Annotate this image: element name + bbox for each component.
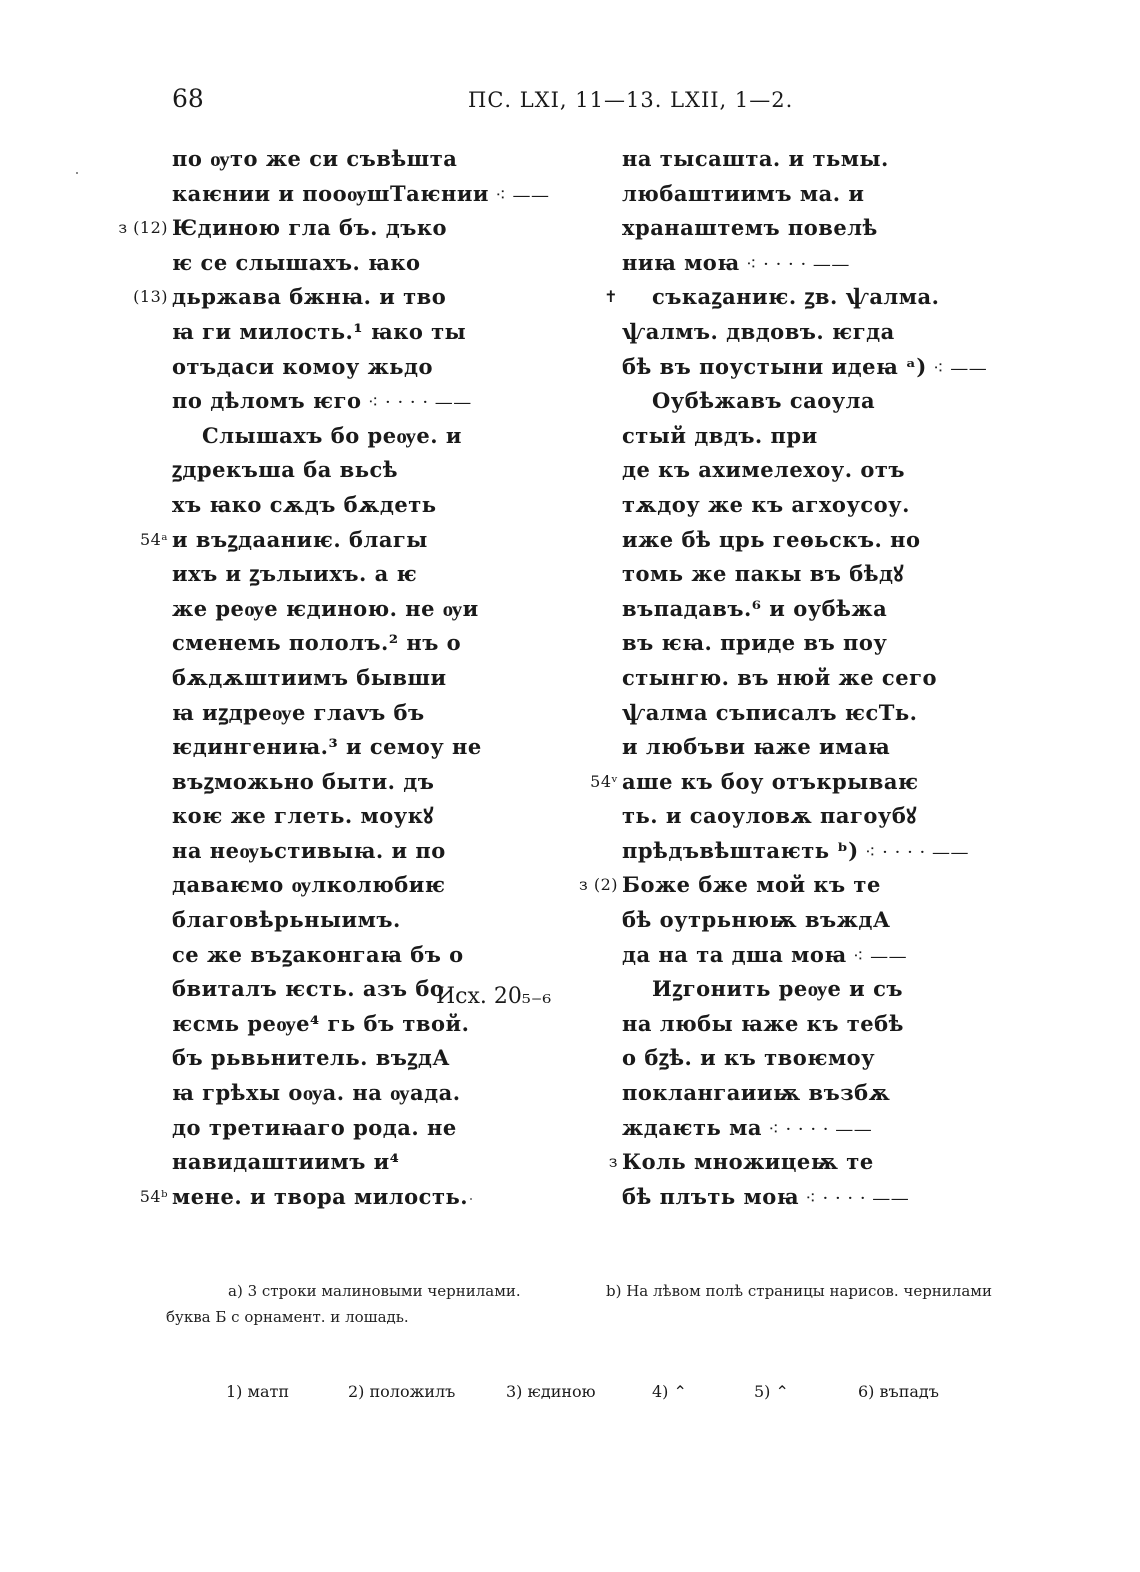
line-text: даваѥмо ѹлколюбиѥ <box>172 872 446 898</box>
line-text: бѣ плъть моꙗ <box>622 1183 800 1209</box>
line-text: отъдаси комоу жьдо <box>172 353 434 379</box>
text-line <box>172 177 549 212</box>
line-text: да на та дша моꙗ <box>622 941 847 967</box>
text-line <box>172 938 549 973</box>
line-text: прѣдъвѣштаѥть ᵇ) <box>622 837 859 863</box>
text-line <box>622 142 987 177</box>
text-line <box>622 453 987 488</box>
line-text: Иꙁгонить реѹе и съ <box>652 976 903 1002</box>
line-text: аше къ боу отъкрываѥ <box>622 768 919 794</box>
text-line <box>172 868 549 903</box>
line-text: по дѣломъ ѥго <box>172 388 362 414</box>
variant-reading: 4) ⌃ <box>652 1382 687 1401</box>
line-text: въпадавъ.⁶ и оубѣжа <box>622 595 888 621</box>
verse-marker: з <box>608 1152 618 1172</box>
verse-end-mark: ⁖ · · · · —— <box>739 253 850 275</box>
verse-end-mark: ⁖ · · · · —— <box>858 841 969 863</box>
text-line <box>133 280 549 315</box>
line-text: Боже бже мой къ те <box>622 872 881 898</box>
right-text-column <box>579 142 988 1214</box>
text-line <box>139 1180 549 1215</box>
verse-end-mark: ⁖ —— <box>846 945 908 967</box>
line-text: поклангаииѭ възбѫ <box>622 1080 891 1106</box>
text-line <box>172 1007 549 1042</box>
line-text: благовѣрьныимъ. <box>172 907 401 933</box>
text-line <box>172 1145 549 1180</box>
scan-speck <box>470 1198 472 1200</box>
line-text: ниꙗ моꙗ <box>622 249 740 275</box>
line-text: по ѹто же си съвѣшта <box>172 146 458 171</box>
text-line <box>622 177 987 212</box>
line-text: съкаꙁаниѥ. ꙁв. ѱалма. <box>652 284 940 310</box>
line-text: Слышахъ бо реѹе. и <box>202 422 462 448</box>
line-text: тѫдоу же къ агхоусоу. <box>622 491 910 517</box>
left-text-column <box>118 142 552 1214</box>
text-line <box>622 696 987 731</box>
text-line <box>172 1041 549 1076</box>
verse-marker: 54ᵇ <box>139 1186 168 1206</box>
text-line <box>172 903 549 938</box>
line-text: стынгю. въ нюй же сего <box>622 664 937 690</box>
variant-reading: 6) въпадъ <box>858 1382 939 1401</box>
text-line <box>172 799 549 834</box>
text-line <box>172 350 549 385</box>
line-text: дьржава бжнꙗ. и тво <box>172 284 447 310</box>
line-text: иже бѣ црь геѳьскъ. но <box>622 526 921 552</box>
line-text: коѥ же глеть. моукꙋ <box>172 803 434 829</box>
text-line <box>172 453 549 488</box>
text-line <box>172 834 549 869</box>
text-line <box>622 730 987 765</box>
text-line <box>579 868 987 903</box>
text-line <box>118 211 549 246</box>
verse-marker: ✝ <box>604 287 618 307</box>
text-line <box>172 592 549 627</box>
footnote-b: b) На лѣвом полѣ страницы нарисов. чернилами <box>606 1282 992 1300</box>
verse-marker: 54ᵛ <box>590 771 618 791</box>
text-line <box>622 419 987 454</box>
variant-reading: 5) ⌃ <box>754 1382 789 1401</box>
verse-marker: (13) <box>133 287 168 307</box>
margin-cross-reference: Исх. 20₅₋₆ <box>436 984 552 1009</box>
text-line <box>172 315 549 350</box>
text-line <box>622 1007 987 1042</box>
text-line <box>172 142 549 177</box>
text-line <box>622 626 987 661</box>
line-text: Ѥдиною гла бъ. дъко <box>172 215 448 241</box>
line-text: сменемь пололъ.² нъ о <box>172 630 462 656</box>
line-text: ть. и саоуловѫ пагоубꙋ <box>622 803 917 829</box>
line-text: на любы ꙗже къ тебѣ <box>622 1010 904 1036</box>
line-text: бвиталъ ѥсть. азъ бо <box>172 976 445 1002</box>
line-text: стый двдъ. при <box>622 422 818 448</box>
text-line <box>172 1111 549 1146</box>
line-text: Коль множицеѭ те <box>622 1149 874 1175</box>
text-line <box>172 730 549 765</box>
text-line <box>172 1076 549 1111</box>
text-line <box>622 523 987 558</box>
scan-speck <box>76 172 78 174</box>
variant-reading: 1) матп <box>226 1382 290 1401</box>
text-line <box>622 246 987 281</box>
line-text: до третиꙗаго рода. не <box>172 1114 457 1140</box>
line-text: ꙗ ги милость.¹ ꙗко ты <box>172 318 467 344</box>
line-text: бѫдѫштиимъ бывши <box>172 664 447 690</box>
text-line <box>172 419 549 454</box>
line-text: ѱалмъ. двдовъ. ѥгда <box>622 318 895 344</box>
line-text: хъ ꙗко сѫдъ бѫдеть <box>172 491 437 517</box>
line-text: ѥсмь реѹе⁴ гь бъ твой. <box>172 1010 470 1036</box>
text-line <box>172 246 549 281</box>
line-text: ѱалма съписалъ ѥсТь. <box>622 699 918 725</box>
text-line <box>622 211 987 246</box>
line-text: же реѹе ѥдиною. не ѹи <box>172 595 479 621</box>
running-header: ПС. LXI, 11—13. LXII, 1—2. <box>468 88 794 112</box>
text-line <box>622 488 987 523</box>
verse-marker: з (2) <box>579 875 618 895</box>
line-text: любаштиимъ ма. и <box>622 180 865 206</box>
text-line <box>622 1076 987 1111</box>
text-line <box>172 626 549 661</box>
text-line <box>622 1180 987 1215</box>
line-text: хранаштемъ повелѣ <box>622 215 878 241</box>
page-number: 68 <box>172 84 204 113</box>
text-line <box>172 557 549 592</box>
line-text: ꙗ иꙁдреѹе глаvъ бъ <box>172 699 425 725</box>
text-line <box>172 765 549 800</box>
line-text: томь же пакы въ бѣдꙋ <box>622 561 904 587</box>
line-text: въꙁможьно быти. дъ <box>172 768 435 794</box>
text-line <box>622 1041 987 1076</box>
verse-end-mark: ⁖ —— <box>488 184 550 206</box>
line-text: въ ѥꙗ. приде въ поу <box>622 630 888 656</box>
text-line <box>622 661 987 696</box>
line-text: ѥдингениꙗ.³ и семоу не <box>172 734 482 760</box>
text-line <box>172 661 549 696</box>
line-text: ꙗ грѣхы оѹа. на ѹада. <box>172 1080 461 1106</box>
line-text: ждаѥть ма <box>622 1114 762 1140</box>
text-line <box>622 834 987 869</box>
verse-end-mark: ⁖ —— <box>926 357 988 379</box>
verse-marker: з (12) <box>118 218 168 238</box>
verse-end-mark: ⁖ · · · · —— <box>799 1187 910 1209</box>
line-text: и въꙁдааниѥ. благы <box>172 526 428 552</box>
text-line <box>622 799 987 834</box>
line-text: ѥ се слышахъ. ꙗко <box>172 249 421 275</box>
line-text: се же въꙁаконгаꙗ бъ о <box>172 941 464 967</box>
text-line <box>622 903 987 938</box>
text-line <box>622 938 987 973</box>
text-line <box>172 696 549 731</box>
line-text: бѣ оутрьнюѭ въждА <box>622 907 891 933</box>
line-text: де къ ахимелехоу. отъ <box>622 457 905 483</box>
text-line <box>172 488 549 523</box>
line-text: о бꙁѣ. и къ твоѥмоу <box>622 1045 876 1071</box>
text-line <box>622 384 987 419</box>
text-line <box>622 592 987 627</box>
footnote-a-line-1: а) 3 строки малиновыми чернилами. <box>228 1282 521 1300</box>
line-text: бъ рьвьнитель. въꙁдА <box>172 1045 450 1071</box>
line-text: на неѹьстивыꙗ. и по <box>172 837 446 863</box>
text-line <box>622 1111 987 1146</box>
text-line <box>622 972 987 1007</box>
footnote-a-line-2: буква Б с орнамент. и лошадь. <box>166 1308 409 1326</box>
text-line <box>139 523 549 558</box>
text-line <box>622 350 987 385</box>
text-line <box>172 384 549 419</box>
text-line <box>622 557 987 592</box>
text-line <box>604 280 987 315</box>
text-line <box>622 315 987 350</box>
line-text: Оубѣжавъ саоула <box>652 388 876 414</box>
variant-reading: 2) положилъ <box>348 1382 456 1401</box>
line-text: бѣ въ поустыни идеꙗ ᵃ) <box>622 353 927 379</box>
line-text: навидаштиимъ и⁴ <box>172 1149 400 1175</box>
variant-reading: 3) ѥдиною <box>506 1382 596 1401</box>
text-line <box>590 765 987 800</box>
verse-end-mark: ⁖ · · · · —— <box>761 1118 873 1140</box>
verse-end-mark: ⁖ · · · · —— <box>361 392 472 414</box>
line-text: каѥнии и пооѹшТаѥнии <box>172 180 489 206</box>
line-text: мене. и твора милость. <box>172 1183 469 1209</box>
line-text: на тысашта. и тьмы. <box>622 146 889 171</box>
line-text: ꙁдрекъша ба вьсѣ <box>172 457 399 483</box>
line-text: ихъ и ꙁълыихъ. а ѥ <box>172 561 418 587</box>
verse-marker: 54ᵃ <box>139 529 168 549</box>
line-text: и любъви ꙗже имаꙗ <box>622 734 891 760</box>
text-line <box>608 1145 987 1180</box>
